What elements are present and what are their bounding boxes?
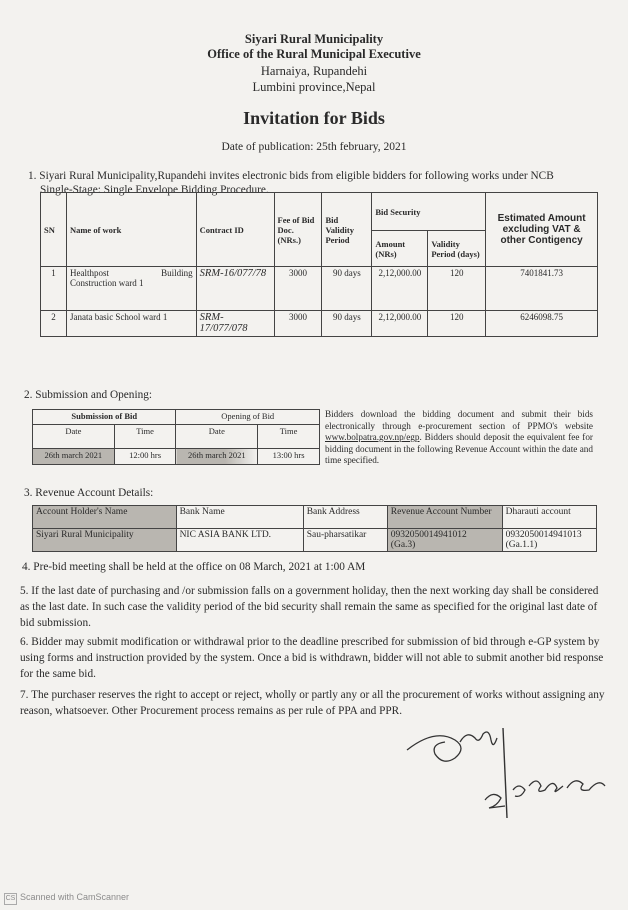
- open-date: 26th march 2021: [176, 449, 258, 465]
- sub-time: 12:00 hrs: [114, 449, 176, 465]
- opening-header: Opening of Bid: [176, 410, 320, 425]
- publication-date: Date of publication: 25th february, 2021: [221, 141, 407, 153]
- col-name: Name of work: [66, 193, 196, 267]
- col-sn: SN: [41, 193, 67, 267]
- item6-text: 6. Bidder may submit modification or withdrawal prior to the deadline prescribed for submission of bid through e-GP system by using forms and instruction provided by the system. Once a bid is withdrawn, bidder will not able to submit another bid response for the same bid.: [20, 636, 604, 680]
- cell-sn: 2: [41, 311, 67, 337]
- revenue-h-revenue: Revenue Account Number: [387, 506, 502, 529]
- revenue-address: Sau-pharsatikar: [303, 529, 387, 552]
- col-security: Bid Security: [372, 193, 486, 231]
- col-estimated: Estimated Amount excluding VAT & other Contigency: [486, 193, 598, 267]
- item4-text: 4. Pre-bid meeting shall be held at the office on 08 March, 2021 at 1:00 AM: [22, 561, 366, 573]
- cell-contract: SRM-16/077/78: [196, 267, 274, 311]
- cell-fee: 3000: [274, 267, 322, 311]
- schedule-note-a: Bidders download the bidding document and submit their bids electronically through e-procurement section of PPMO's website: [325, 409, 593, 431]
- open-time-label: Time: [258, 425, 320, 449]
- col-validity: Bid Validity Period: [322, 193, 372, 267]
- item1-text-a: 1. Siyari Rural Municipality,Rupandehi invites electronic bids from eligible bidders for following works under NCB: [28, 170, 554, 182]
- signature: [405, 720, 615, 820]
- header-address: Harnaiya, Rupandehi: [260, 64, 368, 78]
- open-date-label: Date: [176, 425, 258, 449]
- dharauti-number-b: (Ga.1.1): [505, 540, 538, 550]
- cell-name-a: Healthpost: [69, 268, 109, 278]
- revenue-h-dharauti: Dharauti account: [502, 506, 596, 529]
- col-fee: Fee of Bid Doc. (NRs.): [274, 193, 322, 267]
- col-contract: Contract ID: [196, 193, 274, 267]
- revenue-h-address: Bank Address: [303, 506, 387, 529]
- header-province: Lumbini province,Nepal: [252, 80, 376, 94]
- item3-heading: 3. Revenue Account Details:: [24, 487, 154, 499]
- cell-validity: 90 days: [322, 267, 372, 311]
- col-sec-validity: Validity Period (days): [428, 231, 486, 267]
- sub-time-label: Time: [114, 425, 176, 449]
- cell-sec-validity: 120: [428, 311, 486, 337]
- sub-date: 26th march 2021: [33, 449, 115, 465]
- header-office: Office of the Rural Municipal Executive: [207, 47, 421, 61]
- cell-estimated: 6246098.75: [486, 311, 598, 337]
- cell-amount: 2,12,000.00: [372, 311, 428, 337]
- item1-text-b: Single-Stage: Single Envelope Bidding Procedure.: [40, 184, 269, 196]
- dharauti-number-a: 0932050014941013: [505, 530, 582, 540]
- cell-sn: 1: [41, 267, 67, 311]
- cell-validity: 90 days: [322, 311, 372, 337]
- bolpatra-link[interactable]: www.bolpatra.gov.np/egp: [325, 432, 420, 442]
- revenue-h-holder: Account Holder's Name: [33, 506, 177, 529]
- revenue-bank: NIC ASIA BANK LTD.: [176, 529, 303, 552]
- page-title: Invitation for Bids: [243, 108, 385, 128]
- works-table: [40, 192, 598, 337]
- item7-text: 7. The purchaser reserves the right to accept or reject, wholly or partly any or all the procurement of works without assigning any reason, whatsoever. Other Procurement process remains as per rule of PPA and PPR.: [20, 689, 605, 717]
- sub-date-label: Date: [33, 425, 115, 449]
- table-row: [41, 267, 598, 311]
- scanner-text: Scanned with CamScanner: [20, 892, 130, 902]
- cell-amount: 2,12,000.00: [372, 267, 428, 311]
- scanner-footer: [4, 892, 129, 905]
- open-time: 13:00 hrs: [258, 449, 320, 465]
- submission-header: Submission of Bid: [33, 410, 176, 425]
- schedule-note: [325, 409, 593, 467]
- cell-contract: SRM-17/077/078: [196, 311, 274, 337]
- table-row: [41, 311, 598, 337]
- camscanner-logo-icon: CS: [4, 893, 17, 905]
- cell-name-b: Building: [161, 268, 193, 278]
- revenue-number-a: 0932050014941012: [390, 530, 467, 540]
- revenue-table: [32, 505, 597, 552]
- cell-name-c: Construction ward 1: [69, 278, 144, 288]
- cell-name: Janata basic School ward 1: [66, 311, 196, 337]
- revenue-holder: Siyari Rural Municipality: [33, 529, 177, 552]
- header-municipality: Siyari Rural Municipality: [244, 32, 384, 46]
- revenue-number: [387, 529, 502, 552]
- revenue-h-bank: Bank Name: [176, 506, 303, 529]
- schedule-note-b: . Bidders should deposit the equivalent fee for bidding document in the following Revenue Account within the date and time specified.: [325, 432, 593, 465]
- item2-heading: 2. Submission and Opening:: [24, 389, 153, 401]
- cell-fee: 3000: [274, 311, 322, 337]
- revenue-number-b: (Ga.3): [390, 540, 416, 550]
- item5-text: 5. If the last date of purchasing and /or submission falls on a government holiday, then the next working day shall be considered as the last date. In such case the validity period of the bid security shall remain the same as specified for the original last date of bid submission.: [20, 585, 599, 629]
- cell-name: [66, 267, 196, 311]
- cell-sec-validity: 120: [428, 267, 486, 311]
- cell-estimated: 7401841.73: [486, 267, 598, 311]
- schedule-table: [32, 409, 320, 465]
- dharauti-number: [502, 529, 596, 552]
- col-amount: Amount (NRs): [372, 231, 428, 267]
